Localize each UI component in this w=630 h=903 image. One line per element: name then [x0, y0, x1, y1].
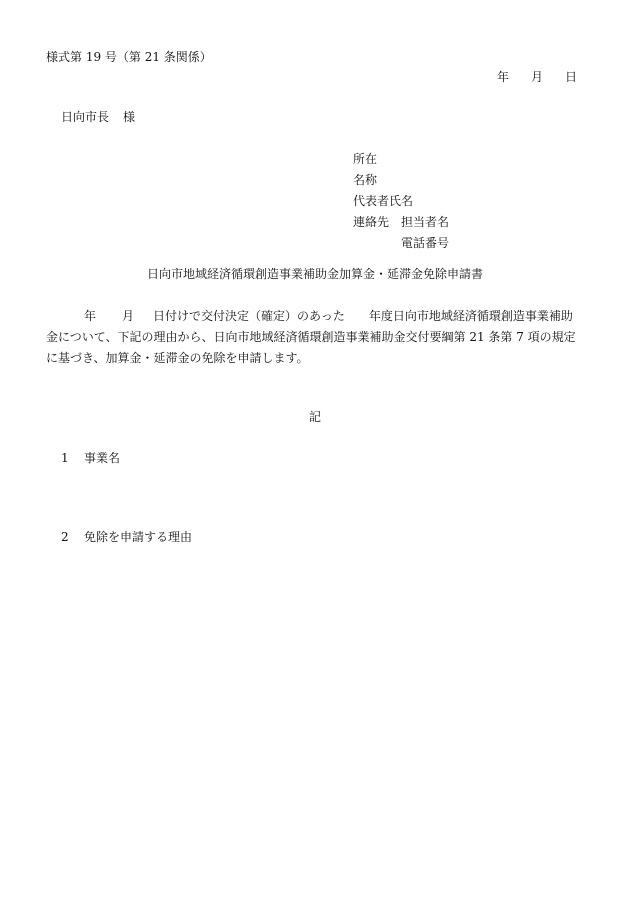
body-text-a: 日付けで交付決定（確定）のあった [153, 309, 345, 323]
addressee-honorific: 様 [123, 110, 136, 124]
item-label: 事業名 [84, 451, 121, 465]
date-month-label: 月 [531, 70, 544, 84]
item-label: 免除を申請する理由 [84, 530, 193, 544]
body-text-b: 年度日向市地域経済循環創造事業補助 [368, 309, 573, 323]
addressee [61, 111, 135, 123]
applicant-phone-label: 電話番号 [401, 236, 450, 250]
ki-heading: 記 [308, 410, 321, 424]
item-exemption-reason [61, 531, 192, 543]
date-day-label: 日 [565, 70, 578, 84]
document-title: 日向市地域経済循環創造事業補助金加算金・延滞金免除申請書 [146, 267, 483, 281]
item-number: 1 [61, 451, 69, 465]
date-line [497, 71, 577, 83]
item-business-name [61, 452, 120, 464]
body-line-3: に基づき、加算金・延滞金の免除を申請します。 [46, 351, 309, 365]
form-number: 様式第 19 号（第 21 条関係） [46, 50, 212, 64]
item-number: 2 [61, 530, 69, 544]
applicant-block [353, 152, 449, 257]
addressee-name: 日向市長 [61, 110, 110, 124]
body-line-1 [46, 306, 584, 327]
applicant-representative-label: 代表者氏名 [353, 194, 414, 208]
body-paragraph [46, 306, 584, 369]
applicant-contact-row [353, 215, 449, 236]
date-year-label: 年 [497, 70, 510, 84]
body-year-label: 年 [84, 309, 97, 323]
applicant-person-in-charge-label: 担当者名 [401, 215, 450, 229]
body-line-2: 金について、下記の理由から、日向市地域経済循環創造事業補助金交付要綱第 21 条第 7 項の規定 [46, 330, 576, 344]
applicant-name-label: 名称 [353, 173, 378, 187]
body-month-label: 月 [122, 309, 135, 323]
applicant-address-label: 所在 [353, 152, 378, 166]
applicant-contact-label: 連絡先 [353, 215, 390, 229]
